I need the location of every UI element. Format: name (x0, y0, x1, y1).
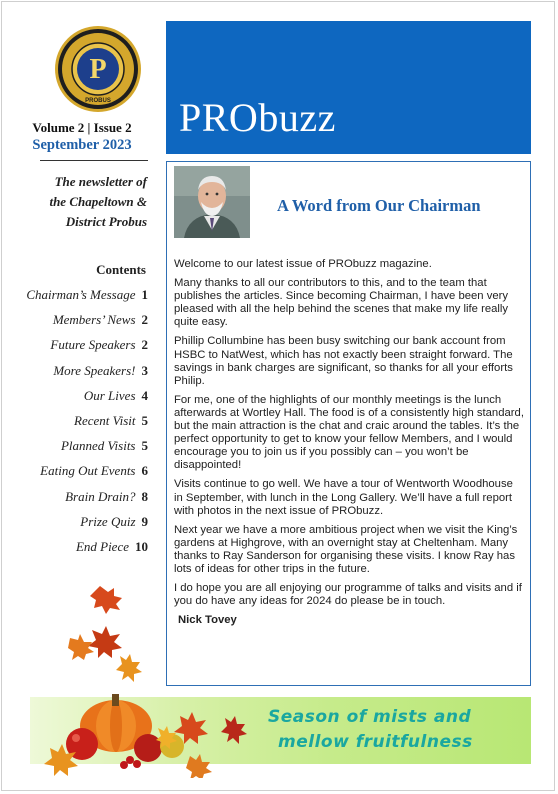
banner-line-1: Season of mists and (268, 707, 472, 727)
toc-label: Recent Visit (74, 412, 136, 428)
toc-page: 5 (141, 438, 148, 454)
toc-label: Future Speakers (50, 337, 136, 353)
toc-item[interactable] (0, 461, 148, 486)
contents-title: Contents (96, 262, 146, 277)
toc-label: Eating Out Events (40, 463, 136, 479)
toc-label: Members’ News (52, 312, 136, 328)
toc-item[interactable] (0, 285, 148, 310)
toc-label: More Speakers! (53, 362, 136, 378)
toc-item[interactable] (0, 537, 148, 562)
toc-page: 1 (141, 287, 148, 302)
svg-text:P: P (89, 54, 107, 85)
toc-page: 9 (141, 513, 148, 529)
probus-logo-icon (54, 25, 142, 113)
article-heading: A Word from Our Chairman (277, 196, 481, 215)
article-paragraph: Visits continue to go well. We have a tour of Wentworth Woodhouse in September, with lunch in the Long Gallery. We’ll have a full report with photos in the next issue of PRObuzz. (174, 478, 513, 517)
masthead-title: PRObuzz (179, 95, 336, 140)
divider (40, 160, 148, 161)
toc-item[interactable] (0, 361, 148, 386)
toc-label: Planned Visits (60, 438, 136, 454)
toc-page: 6 (141, 463, 148, 479)
toc-label: Prize Quiz (80, 513, 136, 529)
toc-label: End Piece (75, 538, 129, 554)
contents-list (0, 285, 148, 562)
toc-item[interactable] (0, 487, 148, 512)
tagline (17, 172, 147, 232)
toc-label: Our Lives (83, 387, 136, 403)
article-paragraph: For me, one of the highlights of our monthly meetings is the lunch afterwards at Wortley Hall. The food is of a consistently high standard, but the main attraction is the chat and craic around the tables. It’s the perfect opportunity to get to know your fellow Members, and I would encourage you to join us if you possibly can – you won’t be disappointed! (174, 393, 524, 472)
article-paragraph: Many thanks to all our contributors to this, and to the team that publishes the articles. Since becoming Chairman, I have been very pleased with all the help behind the scenes that make my life really quite easy. (174, 277, 509, 329)
toc-page: 4 (141, 387, 148, 403)
banner-line-2: mellow fruitfulness (278, 732, 473, 752)
toc-item[interactable] (0, 335, 148, 360)
article-paragraph: Next year we have a more ambitious project when we visit the King’s gardens at Highgrove, with an overnight stay at Cheltenham. Many thanks to Ray Sanderson for organising these visits. I know Ray has lots of ideas for other trips in the future. (174, 523, 518, 575)
article-paragraph: Welcome to our latest issue of PRObuzz magazine. (174, 258, 432, 270)
toc-page: 8 (141, 488, 148, 504)
toc-item[interactable] (0, 436, 148, 461)
issue-date: September 2023 (32, 137, 132, 153)
tagline-line: District Probus (65, 214, 147, 229)
article-paragraph: Phillip Collumbine has been busy switching our bank account from HSBC to NatWest, which has not exactly been straight forward. The savings in bank charges are significant, so thanks for all your efforts Philip. (174, 335, 513, 387)
signature: Nick Tovey (178, 614, 237, 627)
toc-label: Chairman’s Message (26, 287, 136, 302)
svg-text:PROBUS: PROBUS (85, 98, 111, 104)
chairman-photo (174, 166, 250, 238)
toc-item[interactable] (0, 310, 148, 335)
toc-item[interactable] (0, 512, 148, 537)
toc-page: 2 (141, 337, 148, 353)
toc-item[interactable] (0, 411, 148, 436)
issue-volume: Volume 2 | Issue 2 (32, 120, 132, 135)
toc-page: 2 (141, 312, 148, 328)
masthead (166, 21, 531, 154)
article-body (174, 258, 524, 627)
article-paragraph: I do hope you are all enjoying our programme of talks and visits and if you do have any ideas for 2024 do please be in touch. (174, 582, 522, 608)
tagline-line: The newsletter of (54, 174, 147, 189)
toc-page: 5 (141, 412, 148, 428)
toc-page: 3 (141, 362, 148, 378)
toc-item[interactable] (0, 386, 148, 411)
tagline-line: the Chapeltown & (49, 194, 147, 209)
toc-page: 10 (135, 538, 148, 554)
toc-label: Brain Drain? (65, 488, 136, 504)
autumn-leaves-pumpkin-icon (30, 578, 260, 778)
